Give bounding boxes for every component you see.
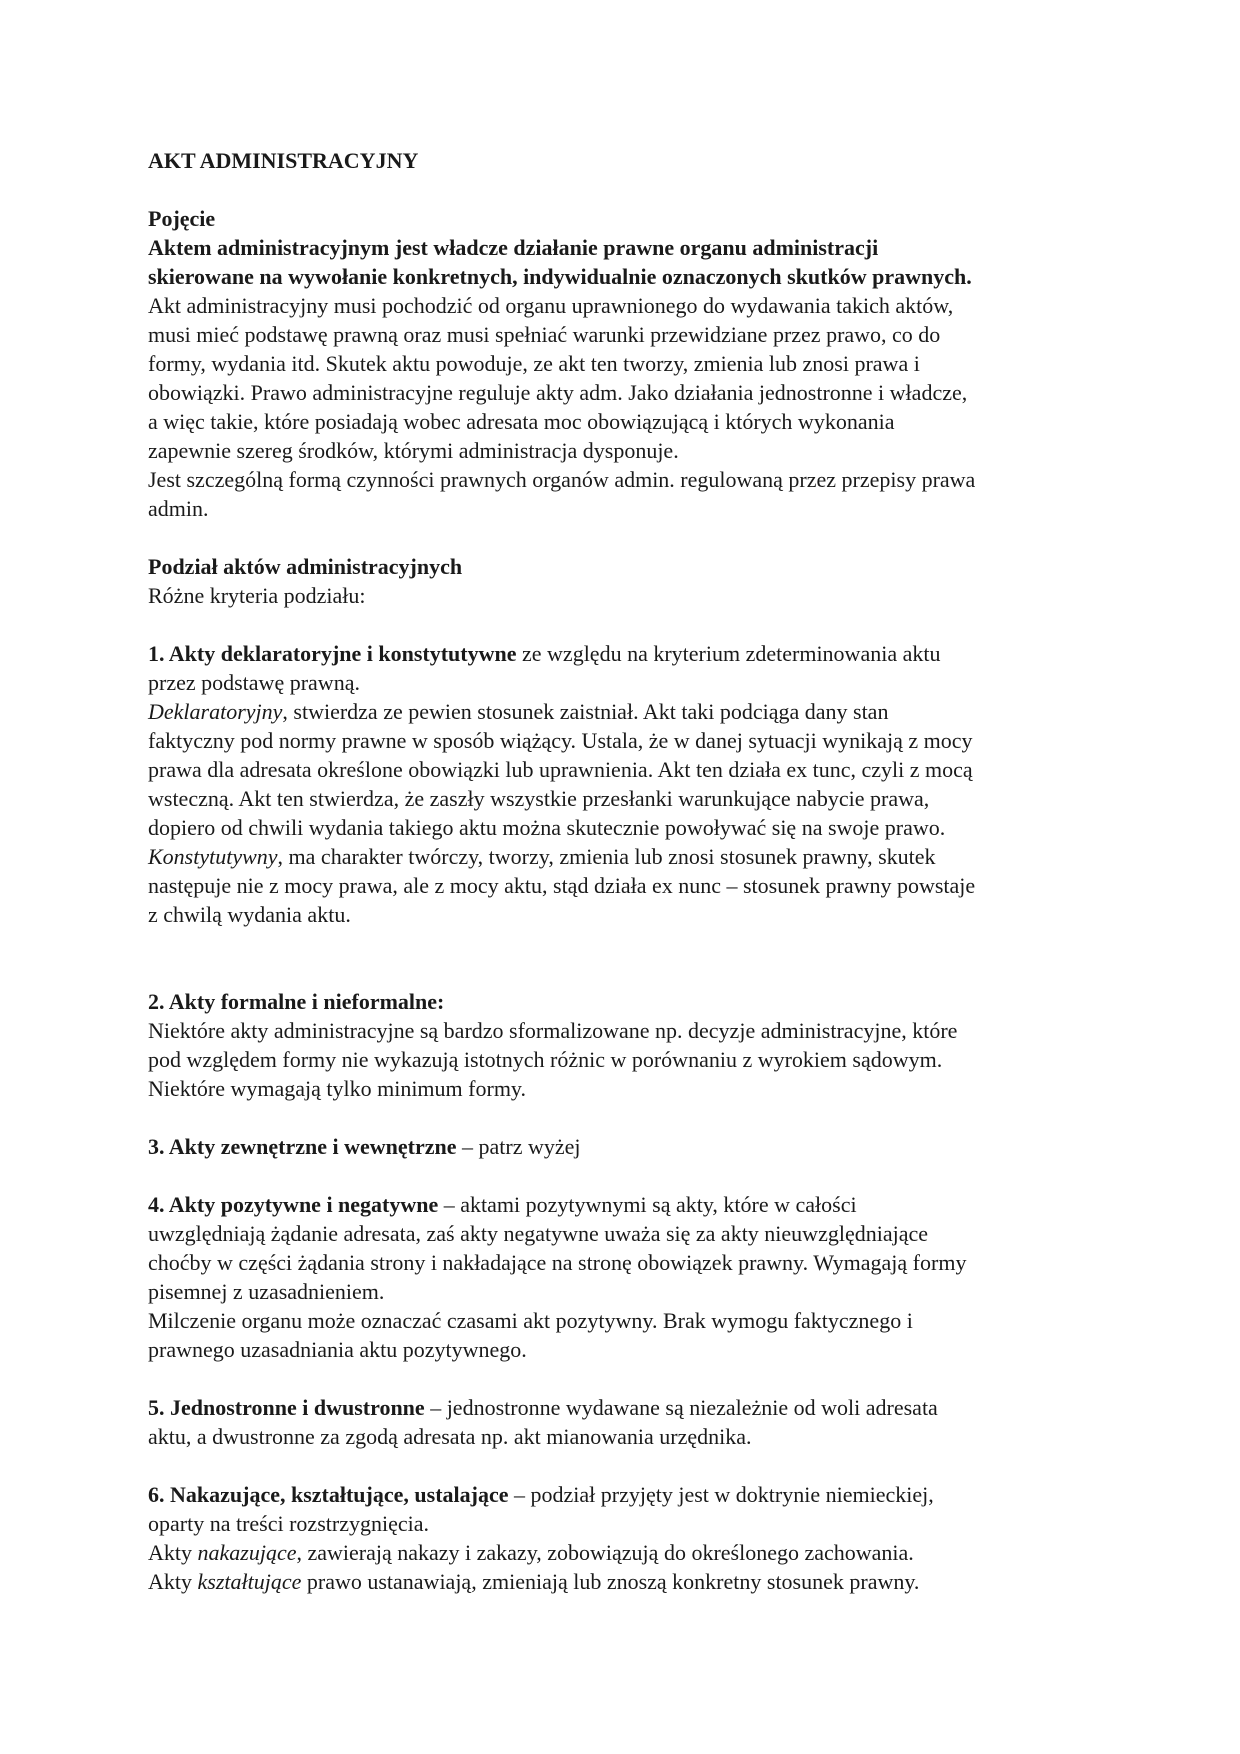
item-heading-2: 2. Akty formalne i nieformalne:: [148, 989, 445, 1014]
paragraph-line: prawa dla adresata określone obowiązki lub uprawnienia. Akt ten działa ex tunc, czyli z mocą: [148, 757, 973, 782]
item-heading-1: 1. Akty deklaratoryjne i konstytutywne ze względu na kryterium zdeterminowania aktu: [148, 641, 941, 666]
paragraph-line: Niektóre wymagają tylko minimum formy.: [148, 1076, 526, 1101]
definition-line: Aktem administracyjnym jest władcze działanie prawne organu administracji: [148, 235, 879, 260]
paragraph-line: oparty na treści rozstrzygnięcia.: [148, 1511, 429, 1536]
definition-line: skierowane na wywołanie konkretnych, indywidualnie oznaczonych skutków prawnych.: [148, 264, 972, 289]
paragraph-line: z chwilą wydania aktu.: [148, 902, 351, 927]
item-heading-3: 3. Akty zewnętrzne i wewnętrzne – patrz wyżej: [148, 1134, 581, 1159]
section-heading-division: Podział aktów administracyjnych: [148, 554, 463, 579]
item-heading-6: 6. Nakazujące, kształtujące, ustalające – podział przyjęty jest w doktrynie niemieckiej,: [148, 1482, 934, 1507]
paragraph-line: dopiero od chwili wydania takiego aktu można skutecznie powoływać się na swoje prawo.: [148, 815, 946, 840]
paragraph-line: Akty kształtujące prawo ustanawiają, zmieniają lub znoszą konkretny stosunek prawny.: [148, 1569, 920, 1594]
paragraph-line: zapewnie szereg środków, którymi administracja dysponuje.: [148, 438, 679, 463]
paragraph-line: choćby w części żądania strony i nakładające na stronę obowiązek prawny. Wymagają formy: [148, 1250, 967, 1275]
paragraph-line: Milczenie organu może oznaczać czasami akt pozytywny. Brak wymogu faktycznego i: [148, 1308, 913, 1333]
paragraph-line: Konstytutywny, ma charakter twórczy, tworzy, zmienia lub znosi stosunek prawny, skutek: [148, 844, 936, 869]
paragraph-line: musi mieć podstawę prawną oraz musi spełniać warunki przewidziane przez prawo, co do: [148, 322, 941, 347]
paragraph-line: uwzględniają żądanie adresata, zaś akty negatywne uważa się za akty nieuwzględniające: [148, 1221, 928, 1246]
paragraph-line: Jest szczególną formą czynności prawnych organów admin. regulowaną przez przepisy prawa: [148, 467, 976, 492]
paragraph-line: admin.: [148, 496, 209, 521]
paragraph-line: Akt administracyjny musi pochodzić od organu uprawnionego do wydawania takich aktów,: [148, 293, 954, 318]
paragraph-line: a więc takie, które posiadają wobec adresata moc obowiązującą i których wykonania: [148, 409, 895, 434]
paragraph-line: prawnego uzasadniania aktu pozytywnego.: [148, 1337, 527, 1362]
paragraph-line: faktyczny pod normy prawne w sposób wiążący. Ustala, że w danej sytuacji wynikają z mocy: [148, 728, 973, 753]
section-heading-concept: Pojęcie: [148, 206, 216, 231]
paragraph-line: następuje nie z mocy prawa, ale z mocy aktu, stąd działa ex nunc – stosunek prawny powstaje: [148, 873, 976, 898]
paragraph-line: przez podstawę prawną.: [148, 670, 360, 695]
document-page: [148, 146, 1103, 1596]
item-heading-4: 4. Akty pozytywne i negatywne – aktami pozytywnymi są akty, które w całości: [148, 1192, 857, 1217]
paragraph-line: Różne kryteria podziału:: [148, 583, 366, 608]
paragraph-line: pod względem formy nie wykazują istotnych różnic w porównaniu z wyrokiem sądowym.: [148, 1047, 943, 1072]
paragraph-line: formy, wydania itd. Skutek aktu powoduje, ze akt ten tworzy, zmienia lub znosi prawa i: [148, 351, 920, 376]
paragraph-line: Akty nakazujące, zawierają nakazy i zakazy, zobowiązują do określonego zachowania.: [148, 1540, 914, 1565]
paragraph-line: wsteczną. Akt ten stwierdza, że zaszły wszystkie przesłanki warunkujące nabycie prawa,: [148, 786, 930, 811]
paragraph-line: aktu, a dwustronne za zgodą adresata np. akt mianowania urzędnika.: [148, 1424, 752, 1449]
item-heading-5: 5. Jednostronne i dwustronne – jednostronne wydawane są niezależnie od woli adresata: [148, 1395, 938, 1420]
paragraph-line: obowiązki. Prawo administracyjne reguluje akty adm. Jako działania jednostronne i władcze,: [148, 380, 968, 405]
paragraph-line: Deklaratoryjny, stwierdza ze pewien stosunek zaistniał. Akt taki podciąga dany stan: [148, 699, 889, 724]
paragraph-line: Niektóre akty administracyjne są bardzo sformalizowane np. decyzje administracyjne, które: [148, 1018, 958, 1043]
document-title: AKT ADMINISTRACYJNY: [148, 148, 419, 173]
paragraph-line: pisemnej z uzasadnieniem.: [148, 1279, 385, 1304]
